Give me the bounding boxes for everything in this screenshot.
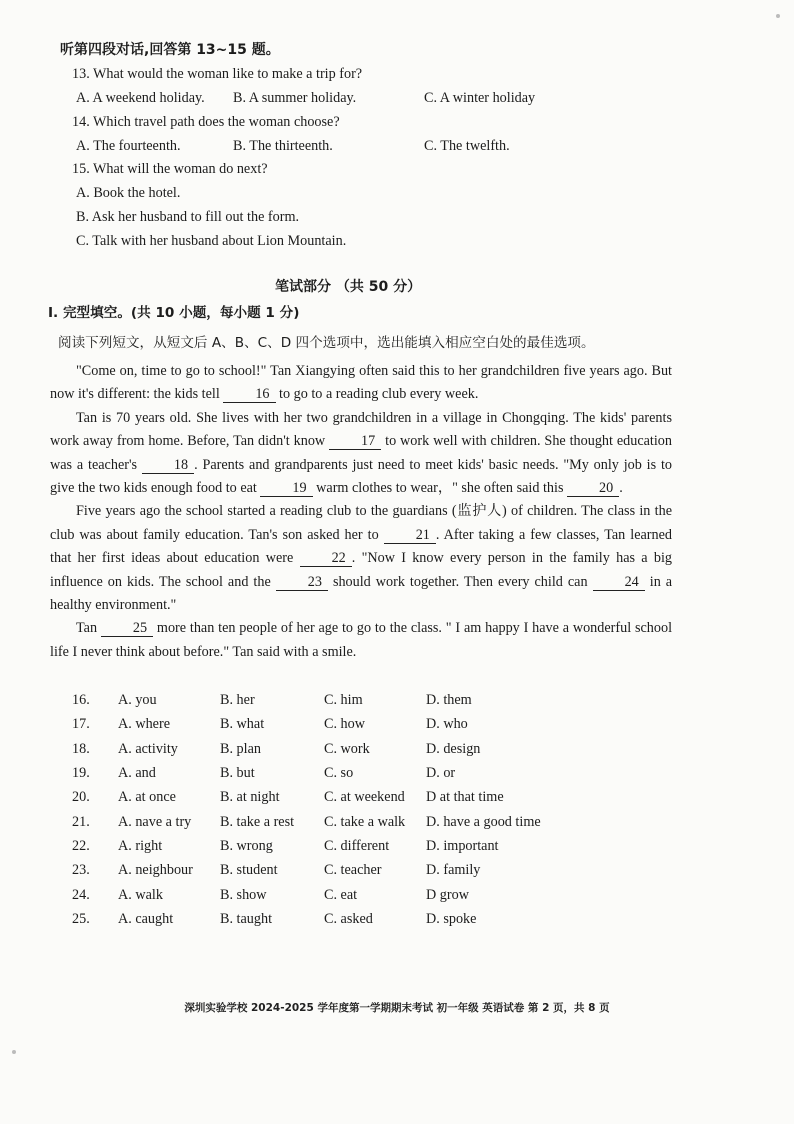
blank-19: 19 bbox=[260, 480, 312, 497]
question-15-stem: 15. What will the woman do next? bbox=[72, 161, 268, 177]
question-14-option-b: B. The thirteenth. bbox=[233, 138, 333, 154]
cloze-passage bbox=[50, 360, 672, 664]
passage-paragraph-3: Five years ago the school started a reading club to the guardians (监护人) of children. The class in the club was about family education. Tan's son asked her to 21 . After taking a few classes, Tan learned that her first ideas about education were 22 . "Now I know every person in the family has a big influence on kids. The school and the 23 should work together. Then every child can 24 in a healthy environment." bbox=[50, 503, 673, 614]
question-15-option-c: C. Talk with her husband about Lion Mountain. bbox=[76, 233, 347, 249]
question-13-option-a: A. A weekend holiday. bbox=[76, 90, 205, 106]
passage-paragraph-1: "Come on, time to go to school!" Tan Xiangying often said this to her grandchildren five years ago. But now it's different: the kids tell 16 to go to a reading club every week. bbox=[50, 363, 672, 403]
question-14-option-a: A. The fourteenth. bbox=[76, 138, 181, 154]
question-13-stem: 13. What would the woman like to make a trip for? bbox=[72, 66, 363, 82]
blank-17: 17 bbox=[329, 433, 381, 450]
passage-paragraph-2: Tan is 70 years old. She lives with her two grandchildren in a village in Chongqing. The kids' parents work away from home. Before, Tan didn't know 17 to work well with children. She thought education was a teacher's 18 . Parents and grandparents just need to meet kids' basic needs. "My only job is to give the two kids enough food to eat 19 warm clothes to wear，" she often said this 20 . bbox=[50, 409, 672, 497]
blank-16: 16 bbox=[223, 386, 275, 403]
question-15-option-b: B. Ask her husband to fill out the form. bbox=[76, 209, 300, 225]
question-15-option-a: A. Book the hotel. bbox=[76, 185, 181, 201]
exam-page: 听第四段对话,回答第 13~15 题。 13. What would the woman like to make a trip for? A. A weekend holiday. B. A summer holiday. C. A winter holiday 14. Which travel path does the woman choose? A. The fourteenth. B. The thirteenth. C. The twelfth. 15. What will the woman do next? A. Book the hotel. B. Ask her husband to fill out the form. C. Talk with her husband about Lion Mountain. 笔试部分 （共 50 分） I. 完型填空。(共 10 小题，每小题 1 分) 阅读下列短文，从短文后 A、B、C、D 四个选项中，选出能填入相应空白处的最佳选项。 "Come on, time to go to school!" Tan Xiangying often said this to her grandchildren five years ago. But now it's different: the kids tell 16 to go to a reading club every week. Tan is 70 years old. She lives with her two grandchildren in a village in Chongqing. The kids' parents work away from home. Before, Tan didn't know 17 to work well with children. She thought education was a teacher's 18 . Parents and grandparents just need to meet kids' basic needs. "My only job is to give the two kids enough food to eat 19 warm clothes to wear，" she often said this 20 . Five years ago the school started a reading club to the guardians (监护人) of children. The class in the club was about family education. Tan's son asked her to 21 . After taking a few classes, Tan learned that her first ideas about education were 22 . "Now I know every person in the family has a big influence on kids. The school and the 23 should work together. Then every child can 24 in a healthy environment." Tan 25 more than ten people of her age to go to the class. " I am happy I have a wonderful school life I never think about before." Tan said with a smile. 16. A. you B. her C. him D. them 17. A. where B. what C. how D. who 18. A. activity B. plan C. work D. design 19. A. and B. but C. so D. or 20. A. at once B. at night C. at weekend D at that time 21. A. nave a try B. take a rest C. take a walk D. have a good time 22. A. right B. wrong C. different D. important 23. A. neighbour B. student C. teacher D. family 24. A. walk B. show C. eat D grow 25. A. caught B. taught C. asked D. spoke 深圳实验学校 2024-2025 学年度第一学期期末考试 初一年级 英语试卷 第 2 页，共 8 页 bbox=[0, 0, 794, 1124]
listening-header: 听第四段对话,回答第 13~15 题。 bbox=[60, 42, 280, 58]
corner-mark bbox=[776, 14, 780, 18]
blank-20: 20 bbox=[567, 480, 619, 497]
blank-21: 21 bbox=[384, 527, 436, 544]
passage-paragraph-4: Tan 25 more than ten people of her age to go to the class. " I am happy I have a wonderful school life I never think about before." Tan said with a smile. bbox=[50, 620, 673, 660]
cloze-instruction: 阅读下列短文，从短文后 A、B、C、D 四个选项中，选出能填入相应空白处的最佳选项。 bbox=[58, 335, 595, 351]
written-part-title: 笔试部分 （共 50 分） bbox=[275, 279, 422, 295]
question-13-option-c: C. A winter holiday bbox=[424, 90, 536, 106]
blank-25: 25 bbox=[101, 620, 153, 637]
blank-24: 24 bbox=[593, 574, 645, 591]
blank-23: 23 bbox=[276, 574, 328, 591]
cloze-section-title: I. 完型填空。(共 10 小题，每小题 1 分) bbox=[48, 305, 300, 321]
question-14-option-c: C. The twelfth. bbox=[424, 138, 510, 154]
blank-22: 22 bbox=[300, 550, 352, 567]
question-14-stem: 14. Which travel path does the woman choose? bbox=[72, 114, 340, 130]
blank-18: 18 bbox=[142, 457, 194, 474]
page-footer: 深圳实验学校 2024-2025 学年度第一学期期末考试 初一年级 英语试卷 第 2 页，共 8 页 bbox=[184, 1002, 610, 1014]
side-mark bbox=[12, 1050, 16, 1054]
question-13-option-b: B. A summer holiday. bbox=[233, 90, 357, 106]
